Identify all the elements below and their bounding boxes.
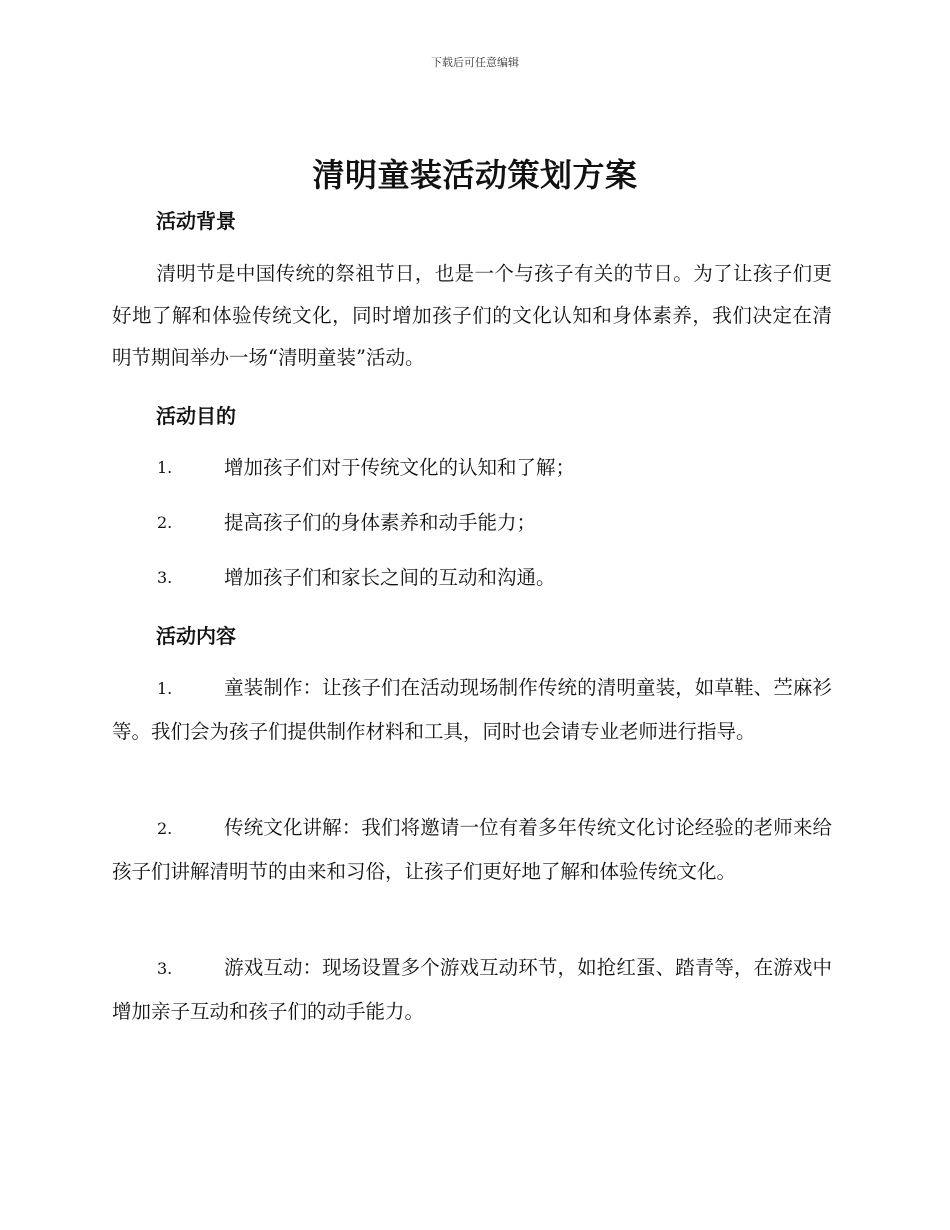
page-header-note: 下载后可任意编辑 <box>431 56 519 69</box>
section-heading-background: 活动背景 <box>156 209 236 233</box>
content-item-text: 童装制作：让孩子们在活动现场制作传统的清明童装，如草鞋、苎麻衫等。我们会为孩子们提供制作材料和工具，同时也会请专业老师进行指导。 <box>112 676 832 743</box>
section-heading-purpose: 活动目的 <box>156 404 236 428</box>
content-list-item <box>112 946 832 1033</box>
purpose-item-number: 2. <box>157 513 173 532</box>
purpose-item-number: 1. <box>157 458 173 477</box>
content-item-text: 传统文化讲解：我们将邀请一位有着多年传统文化讨论经验的老师来给孩子们讲解清明节的由来和习俗，让孩子们更好地了解和体验传统文化。 <box>112 816 832 883</box>
content-list-item <box>112 666 832 753</box>
content-list-item <box>112 806 832 893</box>
purpose-item-text: 增加孩子们和家长之间的互动和沟通。 <box>224 566 556 589</box>
content-item-number: 1. <box>157 679 173 698</box>
content-item-text: 游戏互动：现场设置多个游戏互动环节，如抢红蛋、踏青等，在游戏中增加亲子互动和孩子们的动手能力。 <box>112 956 832 1023</box>
background-paragraph-text: 清明节是中国传统的祭祖节日，也是一个与孩子有关的节日。为了让孩子们更好地了解和体验传统文化，同时增加孩子们的文化认知和身体素养，我们决定在清明节期间举办一场“清明童装”活动。 <box>112 262 832 369</box>
section-heading-content: 活动内容 <box>156 624 236 648</box>
content-item-number: 2. <box>157 819 173 838</box>
document-title: 清明童装活动策划方案 <box>312 156 638 194</box>
purpose-item-text: 增加孩子们对于传统文化的认知和了解； <box>224 456 576 479</box>
purpose-item-number: 3. <box>157 568 173 587</box>
content-item-number: 3. <box>157 959 173 978</box>
background-paragraph <box>112 253 832 379</box>
purpose-item-text: 提高孩子们的身体素养和动手能力； <box>224 511 537 534</box>
